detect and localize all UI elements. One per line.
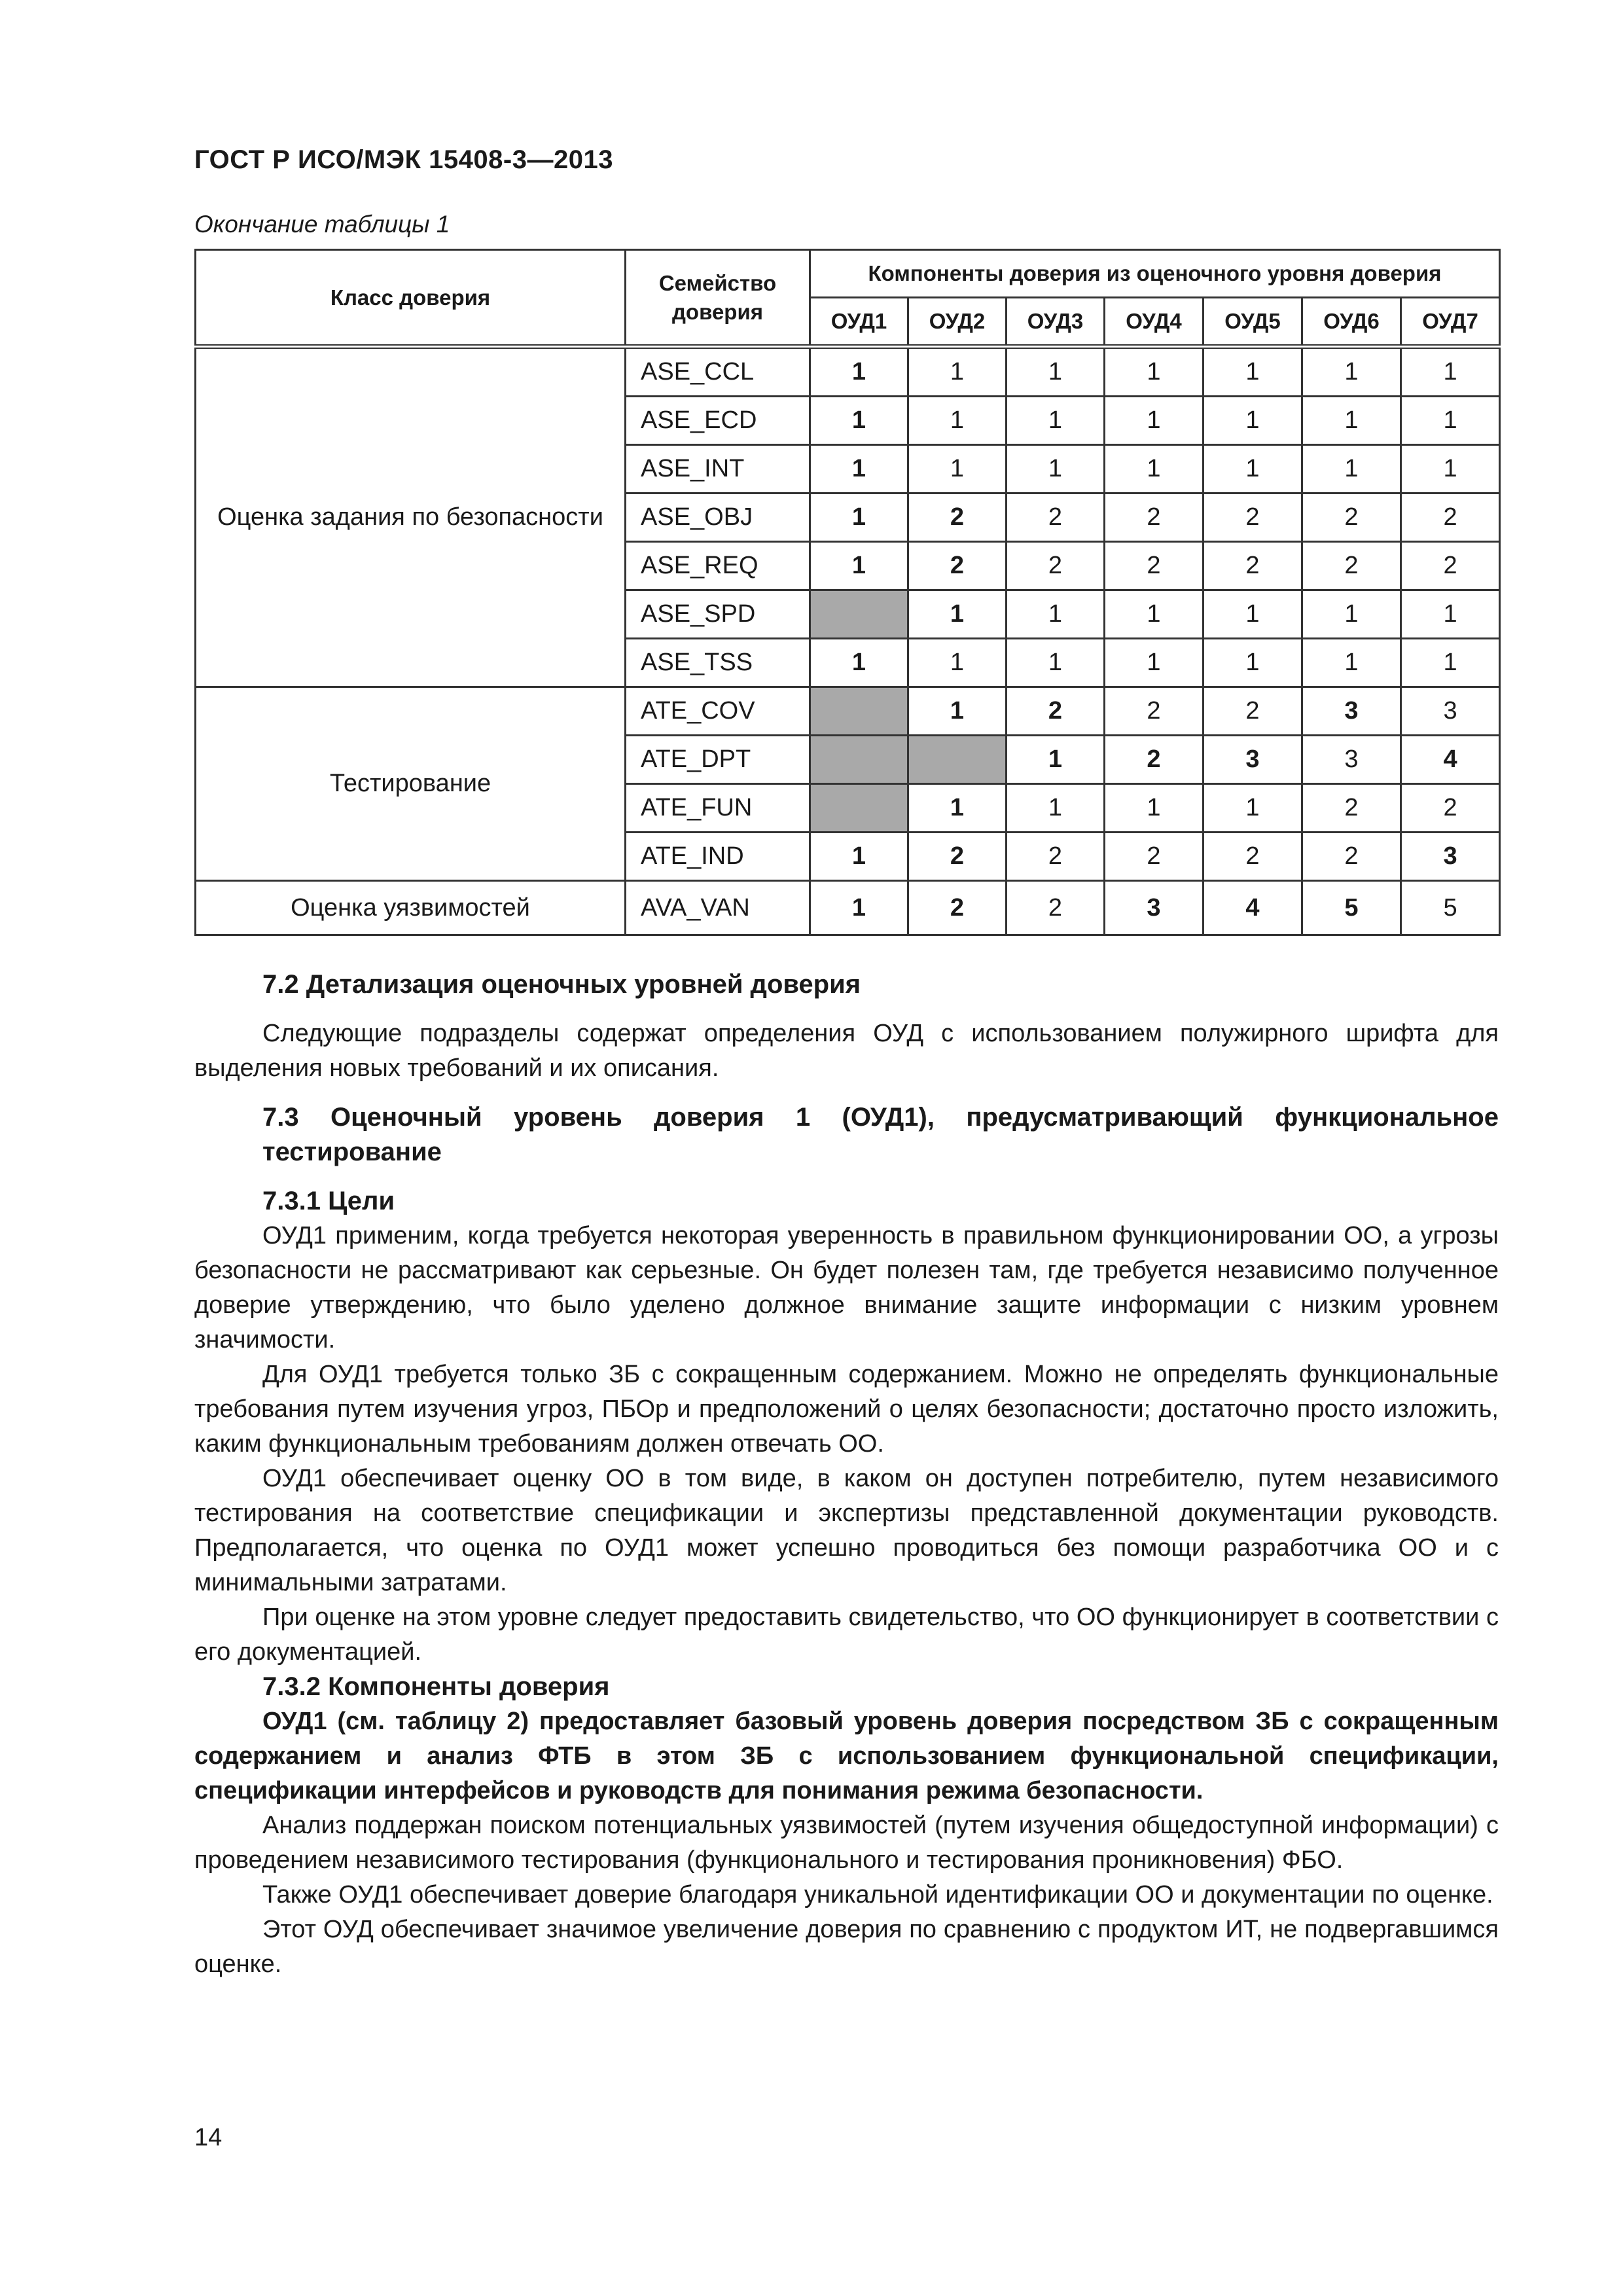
table-caption: Окончание таблицы 1: [194, 211, 450, 238]
component-level-cell: 2: [1105, 542, 1204, 590]
assurance-class-cell: Тестирование: [196, 687, 626, 881]
component-level-cell: 1: [1105, 590, 1204, 639]
header-level: ОУД3: [1007, 298, 1105, 347]
header-components: Компоненты доверия из оценочного уровня доверия: [810, 250, 1500, 298]
component-level-cell: 2: [1105, 493, 1204, 542]
table-body: [196, 347, 1500, 935]
paragraph: Для ОУД1 требуется только ЗБ с сокращенным содержанием. Можно не определять функциональные требования путем изучения угроз, ПБОр и предположений о целях безопасности; достаточно просто изложить, каким функциональным требованиям должен отвечать ОО.: [194, 1361, 1499, 1458]
component-level-cell: 1: [810, 445, 908, 493]
assurance-family-cell: ATE_FUN: [626, 784, 810, 833]
paragraph: При оценке на этом уровне следует предоставить свидетельство, что ОО функционирует в соответствии с его документацией.: [194, 1604, 1499, 1666]
paragraph: Анализ поддержан поиском потенциальных уязвимостей (путем изучения общедоступной информации) с проведением независимого тестирования (функционального и тестирования проникновения) ФБО.: [194, 1812, 1499, 1874]
assurance-family-cell: ASE_TSS: [626, 639, 810, 687]
assurance-family-cell: ATE_DPT: [626, 736, 810, 784]
component-level-cell: 3: [1302, 687, 1401, 736]
component-level-cell: 1: [1105, 784, 1204, 833]
not-applicable-cell: [810, 590, 908, 639]
component-level-cell: 2: [908, 542, 1007, 590]
component-level-cell: 1: [1204, 590, 1302, 639]
component-level-cell: 5: [1302, 881, 1401, 935]
component-level-cell: 1: [1302, 590, 1401, 639]
header-level: ОУД5: [1204, 298, 1302, 347]
component-level-cell: 1: [1401, 590, 1500, 639]
assurance-family-cell: ASE_CCL: [626, 347, 810, 397]
component-level-cell: 1: [1401, 397, 1500, 445]
paragraph: ОУД1 применим, когда требуется некоторая уверенность в правильном функционировании ОО, а угрозы безопасности не рассматривают как серьезные. Он будет полезен там, где требуется независимо полученное доверие утверждению, что было уделено должное внимание защите информации с низким уровнем значимости.: [194, 1222, 1499, 1354]
paragraph: Также ОУД1 обеспечивает доверие благодаря уникальной идентификации ОО и документации по оценке.: [262, 1881, 1493, 1909]
component-level-cell: 2: [1007, 833, 1105, 881]
component-level-cell: 2: [908, 881, 1007, 935]
component-level-cell: 1: [908, 397, 1007, 445]
section-heading: 7.2 Детализация оценочных уровней доверия: [262, 970, 861, 999]
component-level-cell: 2: [1105, 736, 1204, 784]
component-level-cell: 1: [810, 542, 908, 590]
component-level-cell: 2: [1302, 493, 1401, 542]
component-level-cell: 3: [1401, 833, 1500, 881]
component-level-cell: 1: [908, 639, 1007, 687]
component-level-cell: 1: [1105, 445, 1204, 493]
header-family: Семейство доверия: [626, 250, 810, 347]
component-level-cell: 1: [810, 881, 908, 935]
component-level-cell: 3: [1105, 881, 1204, 935]
subsection-heading: 7.3.2 Компоненты доверия: [262, 1672, 610, 1701]
component-level-cell: 1: [810, 639, 908, 687]
component-level-cell: 3: [1302, 736, 1401, 784]
component-level-cell: 1: [1401, 445, 1500, 493]
assurance-family-cell: AVA_VAN: [626, 881, 810, 935]
not-applicable-cell: [810, 784, 908, 833]
component-level-cell: 1: [908, 784, 1007, 833]
assurance-family-cell: ASE_ECD: [626, 397, 810, 445]
component-level-cell: 2: [1007, 881, 1105, 935]
component-level-cell: 1: [1204, 397, 1302, 445]
not-applicable-cell: [810, 687, 908, 736]
table-row: [196, 347, 1500, 397]
component-level-cell: 1: [810, 833, 908, 881]
component-level-cell: 2: [1302, 542, 1401, 590]
component-level-cell: 2: [1401, 493, 1500, 542]
header-class: Класс доверия: [196, 250, 626, 347]
component-level-cell: 1: [908, 445, 1007, 493]
component-level-cell: 1: [1204, 784, 1302, 833]
component-level-cell: 1: [908, 347, 1007, 397]
table-row: [196, 881, 1500, 935]
component-level-cell: 5: [1401, 881, 1500, 935]
component-level-cell: 1: [810, 347, 908, 397]
component-level-cell: 3: [1204, 736, 1302, 784]
component-level-cell: 2: [1105, 687, 1204, 736]
component-level-cell: 1: [810, 493, 908, 542]
component-level-cell: 1: [1007, 590, 1105, 639]
component-level-cell: 1: [1007, 445, 1105, 493]
paragraph: ОУД1 обеспечивает оценку ОО в том виде, в каком он доступен потребителю, путем независимого тестирования на соответствие спецификации и экспертизы представленной документации руководств. Предполагается, что оценка по ОУД1 может успешно проводиться без помощи разработчика ОО и с минимальными затратами.: [194, 1465, 1499, 1596]
component-level-cell: 1: [1007, 736, 1105, 784]
section-heading: 7.3 Оценочный уровень доверия 1 (ОУД1), предусматривающий функциональное тестирование: [262, 1103, 1499, 1166]
component-level-cell: 1: [1007, 397, 1105, 445]
paragraph: Следующие подразделы содержат определения ОУД с использованием полужирного шрифта для выделения новых требований и их описания.: [194, 1020, 1499, 1082]
component-level-cell: 1: [810, 397, 908, 445]
component-level-cell: 1: [1204, 347, 1302, 397]
not-applicable-cell: [908, 736, 1007, 784]
component-level-cell: 1: [1204, 445, 1302, 493]
component-level-cell: 2: [1204, 687, 1302, 736]
paragraph: Этот ОУД обеспечивает значимое увеличение доверия по сравнению с продуктом ИТ, не подвергавшимся оценке.: [194, 1916, 1499, 1978]
header-level: ОУД2: [908, 298, 1007, 347]
component-level-cell: 2: [1302, 784, 1401, 833]
body-text: [194, 967, 1499, 1982]
component-level-cell: 1: [908, 687, 1007, 736]
component-level-cell: 2: [1007, 542, 1105, 590]
component-level-cell: 1: [1302, 397, 1401, 445]
assurance-family-cell: ASE_OBJ: [626, 493, 810, 542]
component-level-cell: 4: [1401, 736, 1500, 784]
assurance-family-cell: ASE_INT: [626, 445, 810, 493]
component-level-cell: 2: [1401, 784, 1500, 833]
component-level-cell: 1: [1007, 784, 1105, 833]
component-level-cell: 3: [1401, 687, 1500, 736]
component-level-cell: 2: [908, 493, 1007, 542]
component-level-cell: 2: [1105, 833, 1204, 881]
assurance-class-cell: Оценка задания по безопасности: [196, 347, 626, 687]
table-row: [196, 687, 1500, 736]
document-header: ГОСТ Р ИСО/МЭК 15408-3—2013: [194, 145, 613, 174]
component-level-cell: 1: [1204, 639, 1302, 687]
component-level-cell: 1: [1302, 445, 1401, 493]
component-level-cell: 1: [1007, 639, 1105, 687]
component-level-cell: 1: [1105, 639, 1204, 687]
header-level: ОУД1: [810, 298, 908, 347]
component-level-cell: 1: [1401, 347, 1500, 397]
assurance-class-cell: Оценка уязвимостей: [196, 881, 626, 935]
header-level: ОУД4: [1105, 298, 1204, 347]
component-level-cell: 1: [1401, 639, 1500, 687]
component-level-cell: 4: [1204, 881, 1302, 935]
header-level: ОУД7: [1401, 298, 1500, 347]
component-level-cell: 1: [1007, 347, 1105, 397]
assurance-table: [194, 249, 1501, 936]
component-level-cell: 2: [1204, 493, 1302, 542]
not-applicable-cell: [810, 736, 908, 784]
assurance-family-cell: ATE_COV: [626, 687, 810, 736]
component-level-cell: 2: [1007, 493, 1105, 542]
component-level-cell: 1: [1302, 347, 1401, 397]
component-level-cell: 2: [908, 833, 1007, 881]
component-level-cell: 1: [1105, 397, 1204, 445]
component-level-cell: 2: [1204, 833, 1302, 881]
paragraph-bold: ОУД1 (см. таблицу 2) предоставляет базовый уровень доверия посредством ЗБ с сокращенным содержанием и анализ ФТБ в этом ЗБ с использованием функциональной спецификации, спецификации интерфейсов и руководств для понимания режима безопасности.: [194, 1708, 1499, 1804]
assurance-family-cell: ASE_SPD: [626, 590, 810, 639]
component-level-cell: 1: [908, 590, 1007, 639]
component-level-cell: 1: [1105, 347, 1204, 397]
component-level-cell: 2: [1401, 542, 1500, 590]
component-level-cell: 2: [1007, 687, 1105, 736]
component-level-cell: 1: [1302, 639, 1401, 687]
assurance-family-cell: ASE_REQ: [626, 542, 810, 590]
assurance-family-cell: ATE_IND: [626, 833, 810, 881]
component-level-cell: 2: [1204, 542, 1302, 590]
subsection-heading: 7.3.1 Цели: [262, 1187, 395, 1215]
component-level-cell: 2: [1302, 833, 1401, 881]
header-level: ОУД6: [1302, 298, 1401, 347]
page-number: 14: [194, 2124, 223, 2151]
